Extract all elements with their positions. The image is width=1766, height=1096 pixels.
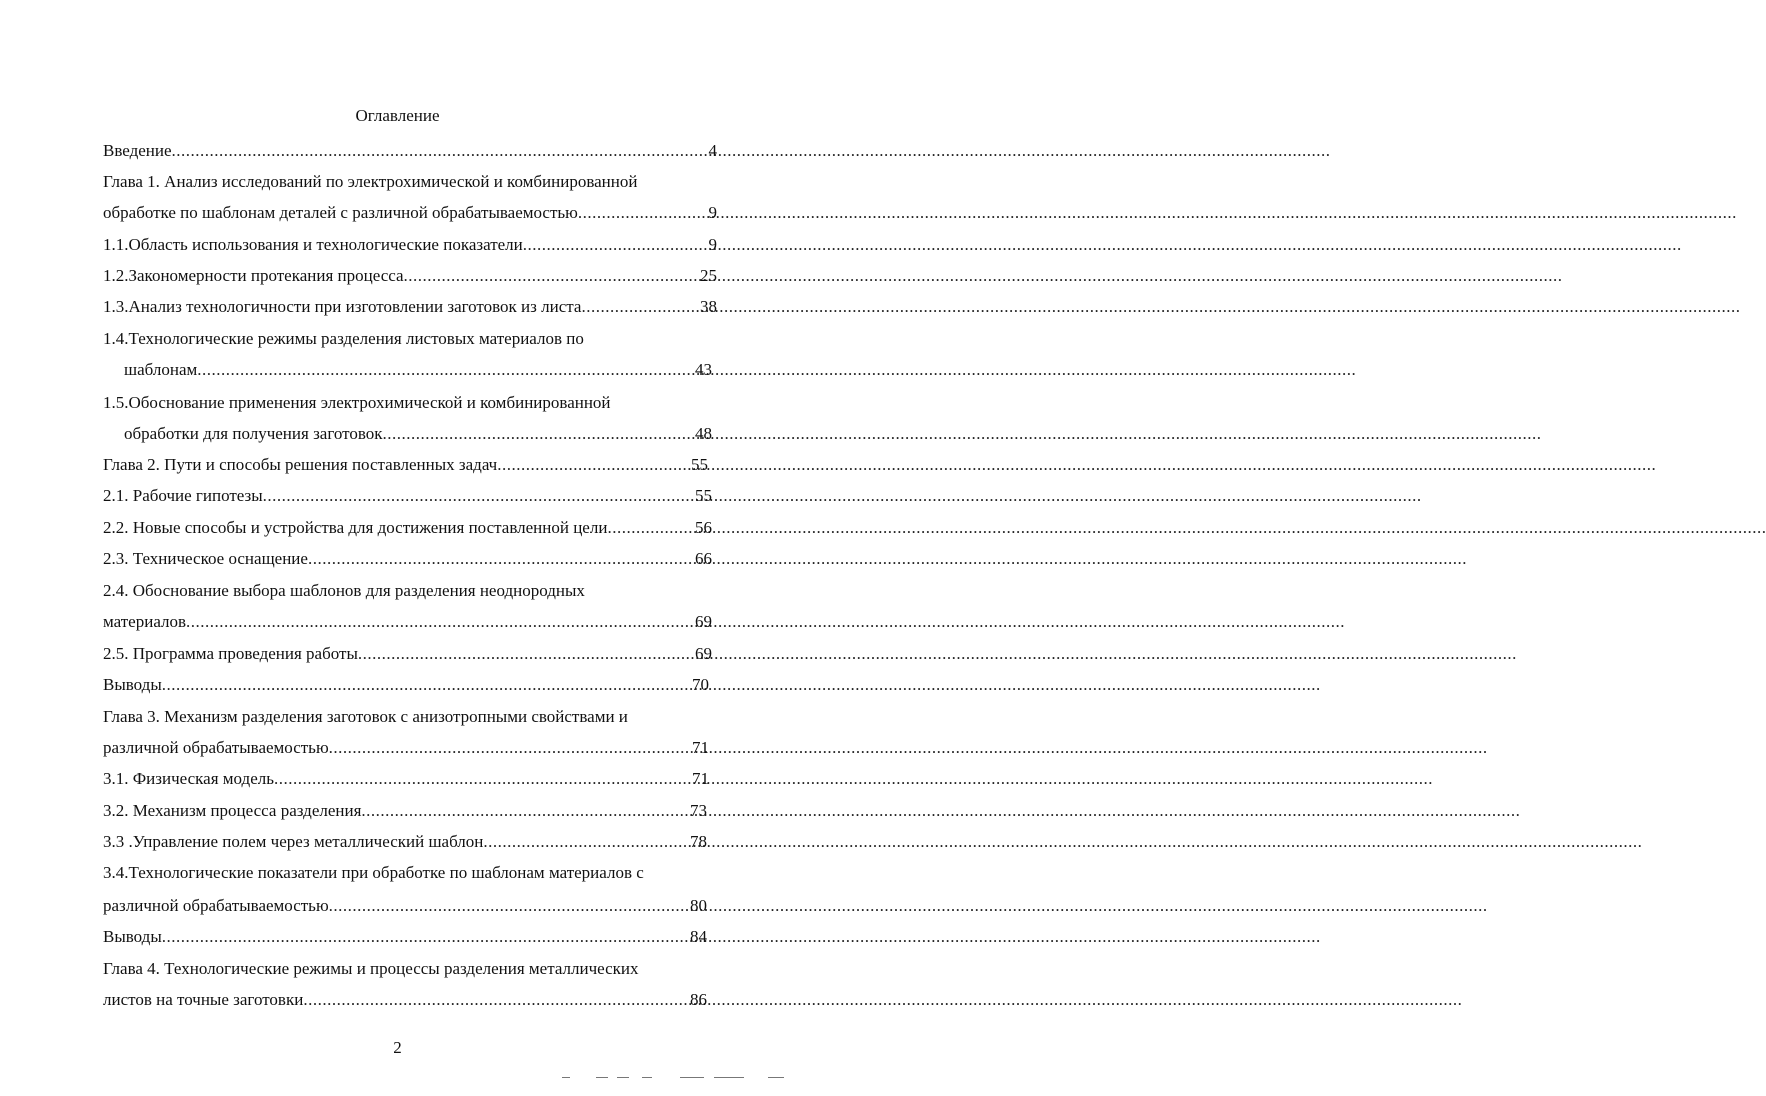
toc-entry [103,140,717,162]
toc-entry-text: Выводы [103,675,162,694]
toc-entry-text: Глава 4. Технологические режимы и процессы разделения металлических [103,959,639,978]
toc-entry [103,611,712,633]
scan-artifact [680,1077,704,1078]
scan-artifact [768,1077,784,1078]
toc-entry [103,800,707,822]
dot-leader [197,359,694,381]
toc-entry [103,548,712,570]
toc-entry [103,706,712,728]
toc-entry-text: шаблонам [124,360,198,379]
toc-entry [103,392,717,414]
toc-entry-page: 71 [692,769,709,788]
toc-entry [103,296,717,318]
toc-entry-page: 55 [695,486,712,505]
toc-entry-page: 25 [700,266,717,285]
dot-leader [523,234,708,256]
toc-entry-page: 55 [691,455,708,474]
toc-entry-text: 2.4. Обоснование выбора шаблонов для разделения неоднородных [103,581,585,600]
toc-entry [103,989,707,1011]
toc-entry-page: 48 [695,424,712,443]
toc-entry-page: 71 [692,738,709,757]
dot-leader [361,800,689,822]
toc-entry-page: 86 [690,990,707,1009]
toc-entry-text: 1.3.Анализ технологичности при изготовлении заготовок из листа [103,297,582,316]
dot-leader [404,265,699,287]
toc-entry [124,359,712,381]
toc-entry-text: 1.1.Область использования и технологические показатели [103,235,523,254]
toc-entry-text: Глава 2. Пути и способы решения поставленных задач [103,455,498,474]
scan-artifact [596,1077,608,1078]
page-number: 2 [393,1038,402,1057]
toc-entry-text: Глава 1. Анализ исследований по электрохимической и комбинированной [103,172,638,191]
toc-entry [103,643,712,665]
toc-entry-text: листов на точные заготовки [103,990,304,1009]
toc-entry-text: обработке по шаблонам деталей с различной обрабатываемостью [103,203,578,222]
toc-entry [103,202,717,224]
dot-leader [607,517,694,539]
toc-entry-page: 69 [695,644,712,663]
toc-entry-page: 56 [695,518,712,537]
toc-entry [103,328,717,350]
toc-entry [103,265,717,287]
toc-entry-text: 3.3 .Управление полем через металлический шаблон [103,832,484,851]
dot-leader [303,989,689,1011]
toc-entry-text: 3.2. Механизм процесса разделения [103,801,362,820]
scan-artifact [617,1077,629,1078]
toc-entry-text: различной обрабатываемостью [103,738,329,757]
toc-entry [103,737,709,759]
dot-leader [383,423,694,445]
toc-entry-text: Введение [103,141,172,160]
toc-entry-page: 78 [690,832,707,851]
toc-entry-text: 1.5.Обоснование применения электрохимической и комбинированной [103,393,611,412]
toc-entry [103,674,709,696]
dot-leader [578,202,708,224]
toc-entry-page: 9 [708,235,717,254]
toc-entry-page: 4 [708,141,717,160]
toc-entry-page: 38 [700,297,717,316]
toc-entry [103,958,707,980]
toc-entry-text: 1.4.Технологические режимы разделения листовых материалов по [103,329,584,348]
toc-entry-text: различной обрабатываемостью [103,896,329,915]
toc-entry-text: 1.2.Закономерности протекания процесса [103,266,404,285]
dot-leader [172,140,708,162]
scan-artifact [642,1077,652,1078]
toc-entry [103,454,708,476]
toc-entry [103,831,707,853]
toc-entry-text: 2.2. Новые способы и устройства для достижения поставленной цели [103,518,608,537]
dot-leader [329,737,691,759]
toc-entry-text: 2.1. Рабочие гипотезы [103,486,263,505]
toc-entry-text: 2.5. Программа проведения работы [103,644,358,663]
dot-leader [263,485,694,507]
toc-entry [103,234,717,256]
toc-entry-page: 66 [695,549,712,568]
toc-entry-page: 84 [690,927,707,946]
dot-leader [308,548,694,570]
scan-artifact [562,1077,570,1078]
dot-leader [497,454,690,476]
scan-artifact [714,1077,744,1078]
toc-entry [103,926,707,948]
toc-entry-page: 80 [690,896,707,915]
toc-entry-text: 3.1. Физическая модель [103,769,274,788]
toc-entry [103,895,707,917]
toc-entry-page: 9 [708,203,717,222]
toc-entry [103,517,712,539]
toc-entry-text: Глава 3. Механизм разделения заготовок с анизотропными свойствами и [103,707,628,726]
dot-leader [329,895,689,917]
toc-entry-text: материалов [103,612,187,631]
dot-leader [162,674,691,696]
toc-entry-text: Выводы [103,927,162,946]
toc-entry-page: 70 [692,675,709,694]
dot-leader [581,296,699,318]
dot-leader [483,831,689,853]
dot-leader [358,643,694,665]
dot-leader [274,768,691,790]
toc-entry-text: 3.4.Технологические показатели при обработке по шаблонам материалов с [103,863,644,882]
dot-leader [186,611,694,633]
toc-entry-page: 43 [695,360,712,379]
toc-entry-text: обработки для получения заготовок [124,424,383,443]
toc-entry-text: 2.3. Техническое оснащение [103,549,308,568]
dot-leader [162,926,689,948]
toc-entry-page: 69 [695,612,712,631]
toc-entry [103,768,709,790]
toc-entry [103,580,712,602]
toc-entry [103,485,712,507]
toc-entry [103,171,717,193]
toc-entry [103,862,707,884]
toc-entry [124,423,712,445]
toc-entry-page: 73 [690,801,707,820]
page-title: Оглавление [355,106,440,125]
